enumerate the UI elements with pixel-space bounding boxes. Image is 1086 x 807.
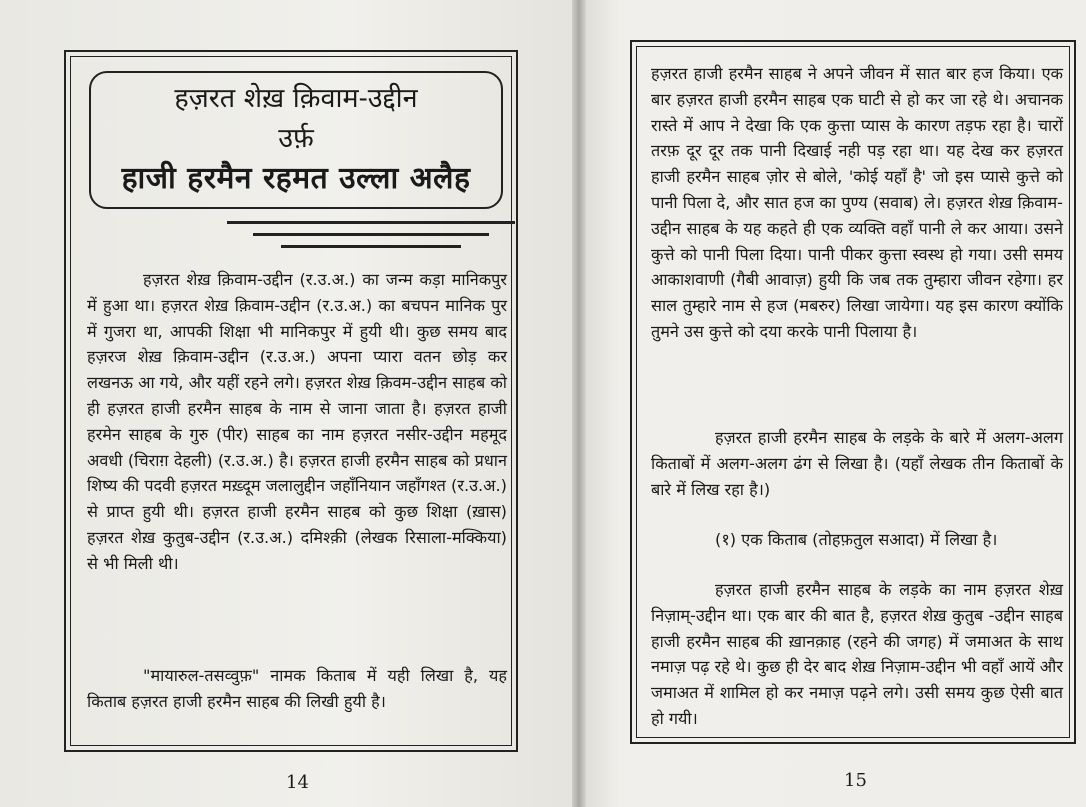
- right-page-inner-border: [636, 46, 1070, 738]
- chapter-title-line-2: उर्फ़: [278, 123, 314, 154]
- right-paragraph-3: (१) एक किताब (तोहफ़तुल सआदा) में लिखा है।: [715, 530, 998, 549]
- left-paragraph-2: "मायारुल-तसव्वुफ़" नामक किताब में यही लिखा है, यह किताब हज़रत हाजी हरमैन साहब की लिखी हुयी है।: [87, 666, 507, 711]
- book-spine-gutter: [572, 0, 586, 807]
- page-number-left: 14: [286, 772, 309, 793]
- left-paragraph-1: हज़रत शेख़ क़िवाम-उद्दीन (र.उ.अ.) का जन्म कड़ा मानिकपुर में हुआ था। हज़रत शेख़ क़िवाम-उद्दीन (र.उ.अ.) का बचपन मानिक पुर में गुजरा था, आपकी शिक्षा भी मानिकपुर में हुयी थी। कुछ समय बाद हज़रज शेख़ क़िवाम-उद्दीन (र.उ.अ.) अपना प्यारा वतन छोड़ कर लखनऊ आ गये, और यहीं रहने लगे। हज़रत शेख़ क़िवम-उद्दीन साहब को ही हज़रत हाजी हरमैन साहब के नाम से जाना जाता है। हज़रत हाजी हरमेन साहब के गुरु (पीर) साहब का नाम हज़रत नसीर-उद्दीन महमूद अवधी (चिराग़ देहली) (र.उ.अ.) है। हज़रत हाजी हरमैन साहब को प्रधान शिष्य की पदवी हज़रत मख़्दूम जलालुद्दीन जहाँनियान जहाँगश्त (र.उ.अ.) से प्राप्त हुयी थी। हज़रत हाजी हरमैन साहब को कुछ शिक्षा (ख़ास) हज़रत शेख़ कुतुब-उद्दीन (र.उ.अ.) दमिश्क़ी (लेखक रिसाला-मक्किया) से भी मिली थी।: [87, 270, 507, 573]
- right-paragraph-1: हज़रत हाजी हरमैन साहब ने अपने जीवन में सात बार हज किया। एक बार हज़रत हाजी हरमैन साहब एक घाटी से हो कर जा रहे थे। अचानक रास्ते में आप ने देखा कि एक कुत्ता प्यास के कारण तड़फ रहा है। चारों तरफ़ दूर दूर तक पानी दिखाई नही पड़ रहा था। यह देख कर हज़रत हाजी हरमैन साहब ज़ोर से बोले, 'कोई यहाँ है' जो इस प्यासे कुत्ते को पानी पिला दे, और सात हज का पुण्य (सवाब) ले। हज़रत शेख़ क़िवाम-उद्दीन साहब के यह कहते ही एक व्यक्ति वहाँ पानी ले कर आया। उसने कुत्ते को पानी पिला दिया। पानी पीकर कुत्ता स्वस्थ हो गया। उसी समय आकाशवाणी (गैबी आवाज़) हुयी कि जब तक तुम्हारा जीवन रहेगा। हर साल तुम्हारे नाम से हज (मबरुर) लिखा जायेगा। यह इस कारण क्योंकि तुमने उस कुत्ते को दया करके पानी पिलाया है।: [651, 64, 1063, 341]
- chapter-title-line-1: हज़रत शेख़ क़िवाम-उद्दीन: [174, 83, 418, 114]
- left-page-inner-border: [70, 56, 512, 746]
- left-page-border: [64, 50, 518, 752]
- right-page-border: [630, 40, 1076, 744]
- chapter-title-line-3: हाजी हरमैन रहमत उल्ला अलैह: [121, 161, 471, 196]
- decorative-rule-2: [253, 233, 489, 236]
- page-number-right: 15: [844, 770, 867, 791]
- decorative-rule-3: [281, 245, 461, 248]
- title-box: [89, 71, 503, 209]
- decorative-rule-1: [227, 221, 515, 224]
- right-page: [580, 0, 1086, 807]
- right-paragraph-4: हज़रत हाजी हरमैन साहब के लड़के का नाम हज़रत शेख़ निज़ाम्-उद्दीन था। एक बार की बात है, हज़रत शेख़ कुतुब -उद्दीन साहब हाजी हरमैन साहब की ख़ानक़ाह (रहने की जगह) में जमाअत के साथ नमाज़ पढ़ रहे थे। कुछ ही देर बाद शेख़ निज़ाम-उद्दीन भी वहाँ आयें और जमाअत में शामिल हो कर नमाज़ पढ़ने लगे। उसी समय कुछ ऐसी बात हो गयी।: [651, 580, 1063, 728]
- right-paragraph-2: हज़रत हाजी हरमैन साहब के लड़के के बारे में अलग-अलग किताबों में अलग-अलग ढंग से लिखा है। (यहाँ लेखक तीन किताबों के बारे में लिख रहा है।): [651, 428, 1063, 499]
